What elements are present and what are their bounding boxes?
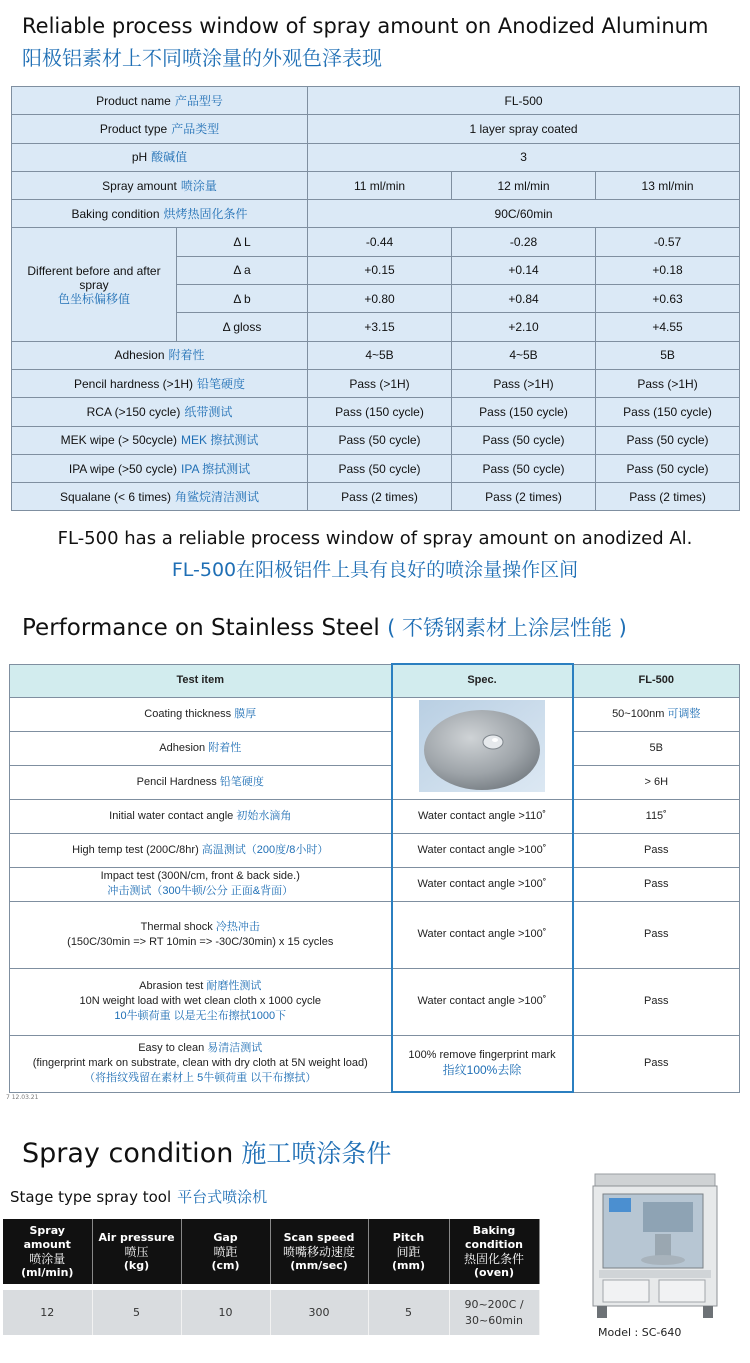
test-item: Pencil Hardness 铅笔硬度 bbox=[10, 765, 392, 799]
test-item-en: Impact test (300N/cm, front & back side.) bbox=[100, 870, 300, 882]
cell-value: 5B bbox=[596, 341, 740, 369]
cell-value: Pass (50 cycle) bbox=[596, 426, 740, 454]
spec-value: Water contact angle >100˚ bbox=[392, 901, 573, 968]
value-air-pressure: 5 bbox=[92, 1287, 181, 1335]
diff-sub: Δ L bbox=[177, 228, 308, 256]
table-row bbox=[10, 968, 740, 1035]
header-spray-amount: Spray amount 喷涂量 (ml/min) bbox=[3, 1219, 92, 1287]
cell-value: -0.28 bbox=[452, 228, 596, 256]
row-label: Baking condition 烘烤热固化条件 bbox=[12, 200, 308, 228]
table-row bbox=[10, 901, 740, 968]
value-spray-amount: 12 bbox=[3, 1287, 92, 1335]
table-row bbox=[10, 867, 740, 901]
table-row bbox=[12, 454, 740, 482]
cell-value: Pass (150 cycle) bbox=[308, 398, 452, 426]
header-scan-speed: Scan speed 喷嘴移动速度 (mm/sec) bbox=[270, 1219, 368, 1287]
table-row bbox=[12, 483, 740, 511]
machine-model-label: Model : SC-640 bbox=[598, 1326, 682, 1339]
header-baking: Baking condition 热固化条件 (oven) bbox=[449, 1219, 539, 1287]
table-row bbox=[3, 1287, 539, 1335]
row-label: MEK wipe (> 50cycle) MEK 擦拭测试 bbox=[12, 426, 308, 454]
spec-value-en: 100% remove fingerprint mark bbox=[408, 1049, 556, 1062]
anodized-aluminum-table bbox=[11, 86, 740, 511]
cell-value: -0.57 bbox=[596, 228, 740, 256]
test-item-detail: (150C/30min => RT 10min => -30C/30min) x 15 cycles bbox=[67, 935, 334, 948]
table-row bbox=[10, 697, 740, 731]
fl500-value: Pass bbox=[573, 968, 740, 1035]
coated-disc-image bbox=[419, 700, 545, 792]
spec-value: Water contact angle >100˚ bbox=[392, 968, 573, 1035]
test-item: Adhesion 附着性 bbox=[10, 731, 392, 765]
diff-label-cn: 色坐标偏移值 bbox=[57, 291, 130, 306]
section2-title bbox=[22, 612, 627, 642]
spec-value bbox=[392, 1035, 573, 1092]
table-header bbox=[3, 1219, 539, 1287]
row-value: 90C/60min bbox=[308, 200, 740, 228]
section3-subtitle bbox=[10, 1186, 267, 1207]
row-label: RCA (>150 cycle) 纸带测试 bbox=[12, 398, 308, 426]
table-row bbox=[12, 171, 740, 199]
row-label: Spray amount 喷涂量 bbox=[12, 171, 308, 199]
cell-value: Pass (>1H) bbox=[596, 369, 740, 397]
table-row bbox=[10, 1035, 740, 1092]
cell-value: +2.10 bbox=[452, 313, 596, 341]
diff-sub: Δ b bbox=[177, 285, 308, 313]
summary-cn: FL-500在阳极铝件上具有良好的喷涂量操作区间 bbox=[171, 559, 579, 581]
header-gap: Gap 喷距 (cm) bbox=[181, 1219, 270, 1287]
cell-value: +0.84 bbox=[452, 285, 596, 313]
test-item bbox=[10, 1035, 392, 1092]
section3-title bbox=[22, 1134, 391, 1170]
value-baking: 90~200C / 30~60min bbox=[449, 1287, 539, 1335]
table-row bbox=[10, 765, 740, 799]
cell-value: +0.15 bbox=[308, 256, 452, 284]
section3-subtitle-en: Stage type spray tool bbox=[10, 1188, 172, 1206]
test-item: Coating thickness 膜厚 bbox=[10, 697, 392, 731]
cell-value: 4~5B bbox=[452, 341, 596, 369]
cell-value: Pass (>1H) bbox=[308, 369, 452, 397]
section2-title-en: Performance on Stainless Steel bbox=[22, 615, 380, 641]
table-row bbox=[10, 731, 740, 765]
test-item bbox=[10, 901, 392, 968]
spec-value: Water contact angle >100˚ bbox=[392, 833, 573, 867]
cell-value: Pass (150 cycle) bbox=[596, 398, 740, 426]
cell-value: 13 ml/min bbox=[596, 171, 740, 199]
page-note: 7 12.03.21 bbox=[6, 1094, 39, 1101]
row-label: Squalane (< 6 times) 角鲨烷清洁测试 bbox=[12, 483, 308, 511]
cell-value: 4~5B bbox=[308, 341, 452, 369]
header-pitch: Pitch 间距 (mm) bbox=[368, 1219, 449, 1287]
table-row bbox=[12, 228, 740, 256]
value-gap: 10 bbox=[181, 1287, 270, 1335]
row-value: FL-500 bbox=[308, 87, 740, 115]
table-row bbox=[12, 143, 740, 171]
fl500-value: 50~100nm 可调整 bbox=[573, 697, 740, 731]
fl500-value: Pass bbox=[573, 1035, 740, 1092]
cell-value: Pass (150 cycle) bbox=[452, 398, 596, 426]
cell-value: 12 ml/min bbox=[452, 171, 596, 199]
spec-value: Water contact angle >100˚ bbox=[392, 867, 573, 901]
section1-title-cn: 阳极铝素材上不同喷涂量的外观色泽表现 bbox=[22, 46, 382, 70]
row-value: 1 layer spray coated bbox=[308, 115, 740, 143]
cell-value: +0.80 bbox=[308, 285, 452, 313]
test-item bbox=[10, 968, 392, 1035]
row-label: Product name 产品型号 bbox=[12, 87, 308, 115]
test-item-detail-cn: （将指纹残留在素材上 5牛顿荷重 以干布擦拭） bbox=[84, 1072, 317, 1084]
section1-title: Reliable process window of spray amount on Anodized Aluminum bbox=[22, 14, 709, 38]
row-label: IPA wipe (>50 cycle) IPA 擦拭测试 bbox=[12, 454, 308, 482]
diff-label-en: Different before and after spray bbox=[27, 263, 161, 292]
table-header bbox=[10, 664, 740, 697]
cell-value: Pass (50 cycle) bbox=[452, 454, 596, 482]
stainless-steel-table bbox=[9, 663, 740, 1093]
header-air-pressure: Air pressure 喷压 (kg) bbox=[92, 1219, 181, 1287]
summary-en: FL-500 has a reliable process window of spray amount on anodized Al. bbox=[57, 528, 693, 549]
cell-value: Pass (2 times) bbox=[596, 483, 740, 511]
header-spec: Spec. bbox=[392, 664, 573, 697]
section3-title-cn: 施工喷涂条件 bbox=[241, 1139, 392, 1168]
cell-value: +0.14 bbox=[452, 256, 596, 284]
spray-condition-table bbox=[3, 1219, 540, 1335]
row-value: 3 bbox=[308, 143, 740, 171]
cell-value: Pass (50 cycle) bbox=[596, 454, 740, 482]
row-label: Pencil hardness (>1H) 铅笔硬度 bbox=[12, 369, 308, 397]
cell-value: -0.44 bbox=[308, 228, 452, 256]
cell-value: +4.55 bbox=[596, 313, 740, 341]
test-item-en: Abrasion test 耐磨性测试 bbox=[139, 980, 262, 992]
test-item-en: Easy to clean 易清洁测试 bbox=[138, 1042, 263, 1054]
table-row bbox=[12, 200, 740, 228]
fl500-value: 115˚ bbox=[573, 799, 740, 833]
test-item: High temp test (200C/8hr) 高温测试（200度/8小时） bbox=[10, 833, 392, 867]
table-row bbox=[10, 799, 740, 833]
section3-subtitle-cn: 平台式喷涂机 bbox=[177, 1188, 268, 1206]
fl500-value: Pass bbox=[573, 833, 740, 867]
table-row bbox=[12, 341, 740, 369]
cell-value: +3.15 bbox=[308, 313, 452, 341]
table-row bbox=[12, 398, 740, 426]
table-row bbox=[10, 833, 740, 867]
table-row bbox=[12, 87, 740, 115]
cell-value: Pass (50 cycle) bbox=[308, 426, 452, 454]
spec-value-cn: 指纹100%去除 bbox=[442, 1063, 522, 1078]
diff-sub: Δ gloss bbox=[177, 313, 308, 341]
row-label: Adhesion 附着性 bbox=[12, 341, 308, 369]
cell-value: 11 ml/min bbox=[308, 171, 452, 199]
test-item bbox=[10, 867, 392, 901]
cell-value: +0.18 bbox=[596, 256, 740, 284]
table-row bbox=[12, 426, 740, 454]
cell-value: Pass (2 times) bbox=[308, 483, 452, 511]
row-label: Product type 产品类型 bbox=[12, 115, 308, 143]
diff-label bbox=[12, 228, 177, 341]
fl500-value: > 6H bbox=[573, 765, 740, 799]
diff-sub: Δ a bbox=[177, 256, 308, 284]
test-item-detail-cn: 10牛顿荷重 以是无尘布擦拭1000下 bbox=[114, 1010, 287, 1022]
spray-machine-image bbox=[589, 1170, 723, 1322]
spec-value: Water contact angle >110˚ bbox=[392, 799, 573, 833]
section3-title-en: Spray condition bbox=[22, 1138, 234, 1169]
test-item-en: Thermal shock 冷热冲击 bbox=[140, 920, 260, 933]
sample-image-cell bbox=[392, 697, 573, 799]
header-test-item: Test item bbox=[10, 664, 392, 697]
fl500-value: Pass bbox=[573, 867, 740, 901]
cell-value: Pass (>1H) bbox=[452, 369, 596, 397]
cell-value: Pass (2 times) bbox=[452, 483, 596, 511]
table-row bbox=[12, 115, 740, 143]
section2-title-cn: ( 不锈钢素材上涂层性能 ) bbox=[387, 616, 627, 640]
fl500-value: Pass bbox=[573, 901, 740, 968]
cell-value: Pass (50 cycle) bbox=[308, 454, 452, 482]
test-item: Initial water contact angle 初始水滴角 bbox=[10, 799, 392, 833]
row-label: pH 酸碱值 bbox=[12, 143, 308, 171]
test-item-detail: 10N weight load with wet clean cloth x 1000 cycle bbox=[79, 995, 322, 1007]
test-item-cn: 冲击测试（300牛顿/公分 正面&背面） bbox=[107, 885, 294, 897]
table-row bbox=[12, 369, 740, 397]
cell-value: Pass (50 cycle) bbox=[452, 426, 596, 454]
cell-value: +0.63 bbox=[596, 285, 740, 313]
value-pitch: 5 bbox=[368, 1287, 449, 1335]
test-item-detail: (fingerprint mark on substrate, clean with dry cloth at 5N weight load) bbox=[32, 1057, 368, 1069]
value-scan-speed: 300 bbox=[270, 1287, 368, 1335]
header-fl500: FL-500 bbox=[573, 664, 740, 697]
fl500-value: 5B bbox=[573, 731, 740, 765]
